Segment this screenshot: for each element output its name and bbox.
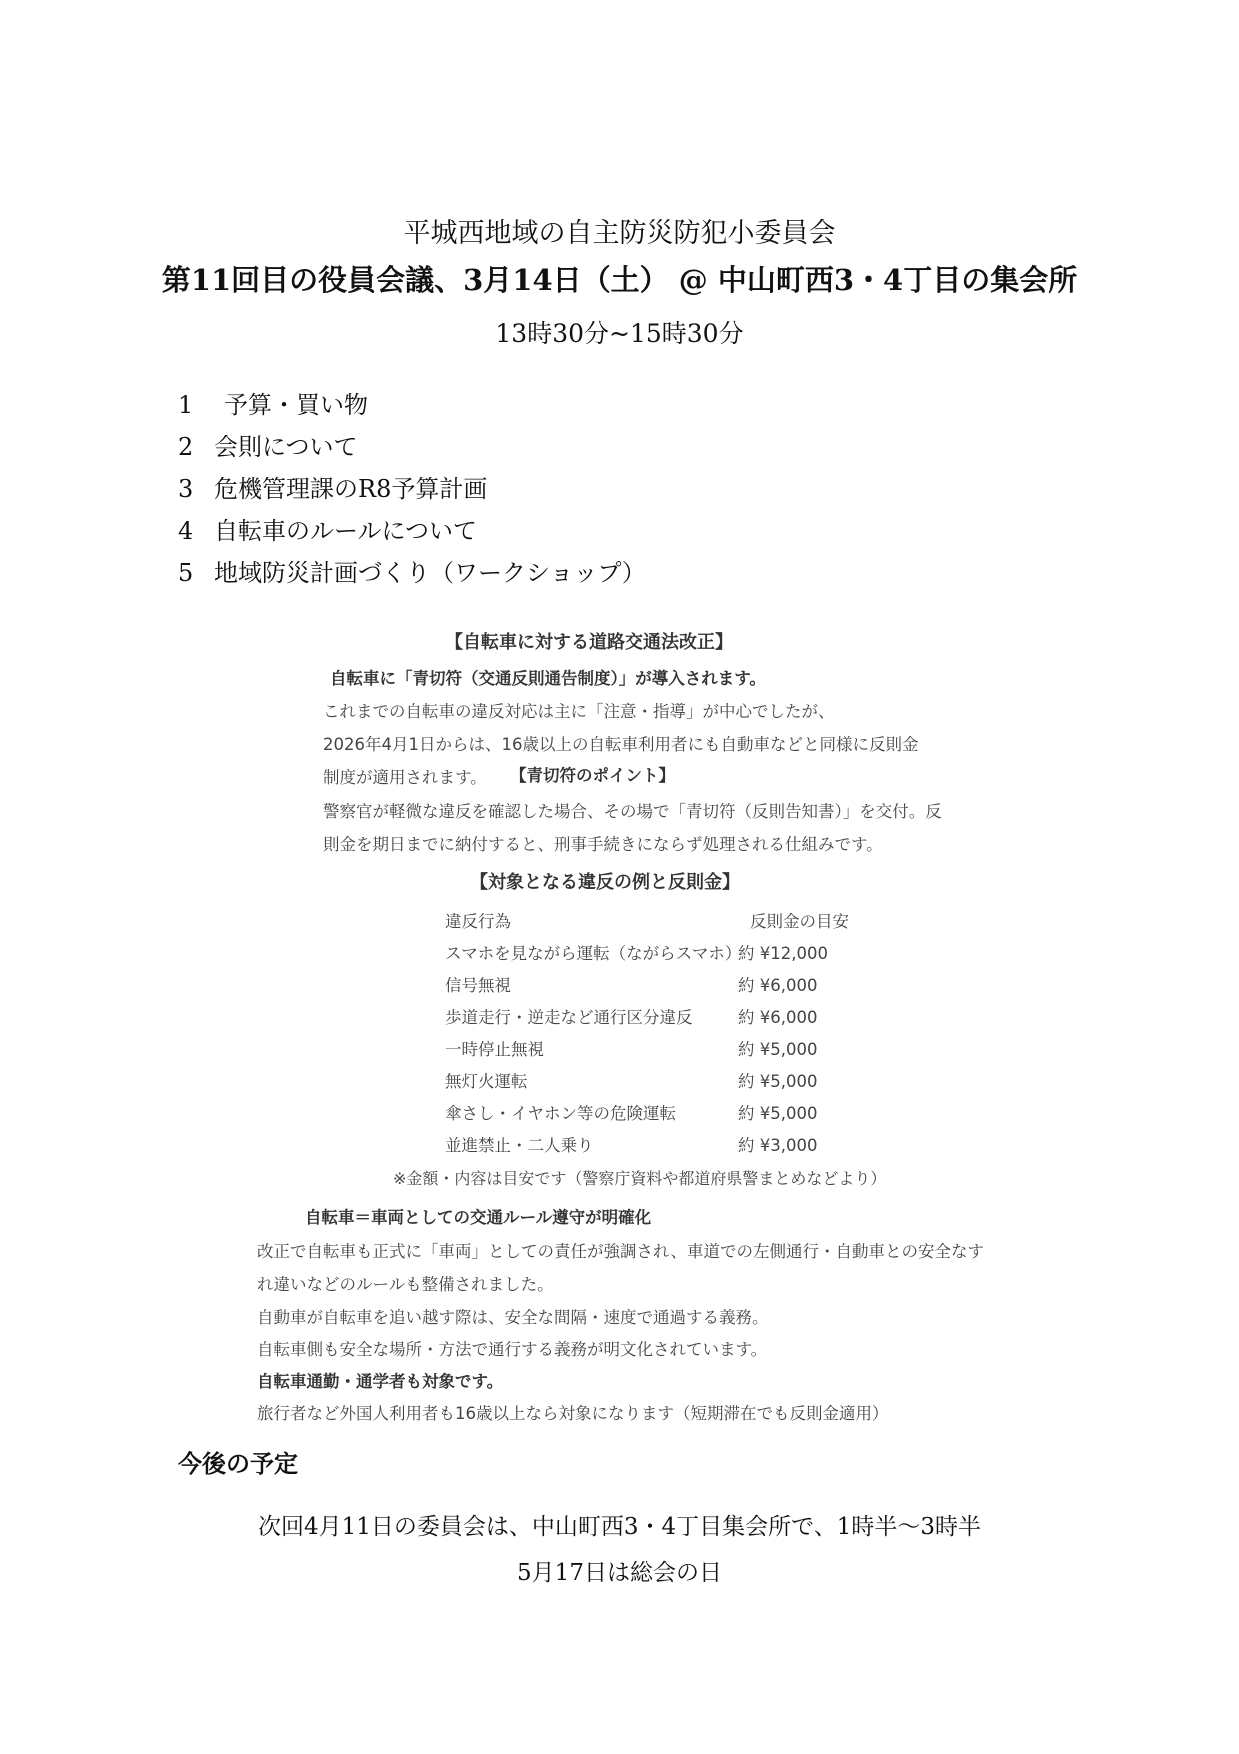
agenda-item-text: 予算・買い物 — [224, 391, 368, 419]
vehicle-line: れ違いなどのルールも整備されました。 — [257, 1275, 554, 1294]
fines-row — [445, 1100, 865, 1132]
fine-act: 一時停止無視 — [445, 1040, 544, 1059]
vehicle-heading: 自転車＝車両としての交通ルール遵守が明確化 — [305, 1208, 652, 1227]
agenda-item-number: 4 — [178, 517, 194, 545]
fines-row — [445, 1004, 865, 1036]
point-line: 警察官が軽微な違反を確認した場合、その場で「青切符（反則告知書）」を交付。反 — [323, 802, 942, 821]
clipping-intro-line: これまでの自転車の違反対応は主に「注意・指導」が中心でしたが、 — [323, 702, 835, 721]
fine-amount: 約 ¥12,000 — [738, 944, 828, 963]
agenda-item-text: 自転車のルールについて — [214, 517, 478, 545]
fine-amount: 約 ¥5,000 — [738, 1040, 818, 1059]
organization-title: 平城西地域の自主防災防犯小委員会 — [403, 218, 836, 249]
fines-header-amount: 反則金の目安 — [750, 912, 849, 931]
fines-row — [445, 1068, 865, 1100]
clipping-intro-line: 制度が適用されます。 — [323, 768, 487, 787]
agenda-item — [178, 384, 646, 426]
fine-amount: 約 ¥3,000 — [738, 1136, 818, 1155]
agenda-item-text: 危機管理課のR8予算計画 — [214, 475, 488, 503]
general-meeting-text: 5月17日は総会の日 — [517, 1560, 722, 1586]
fine-amount: 約 ¥5,000 — [738, 1072, 818, 1091]
agenda-item-text: 地域防災計画づくり（ワークショップ） — [214, 559, 646, 587]
agenda-item — [178, 552, 646, 594]
fines-heading: 【対象となる違反の例と反則金】 — [470, 872, 740, 893]
scanned-bicycle-law-clipping — [255, 620, 1015, 1423]
agenda-item — [178, 426, 646, 468]
fine-amount: 約 ¥5,000 — [738, 1104, 818, 1123]
fines-note: ※金額・内容は目安です（警察庁資料や都道府県警まとめなどより） — [393, 1169, 887, 1188]
meeting-title: 第11回目の役員会議、3月14日（土） @ 中山町西3・4丁目の集会所 — [161, 263, 1078, 297]
vehicle-line: 自転車側も安全な場所・方法で通行する義務が明文化されています。 — [257, 1340, 768, 1359]
agenda-item — [178, 510, 646, 552]
fine-act: スマホを見ながら運転（ながらスマホ） — [445, 944, 742, 963]
vehicle-line: 改正で自転車も正式に「車両」としての責任が強調され、車道での左側通行・自動車との安全なす — [257, 1242, 984, 1261]
fine-act: 並進禁止・二人乗り — [445, 1136, 594, 1155]
meeting-time: 13時30分~15時30分 — [495, 319, 744, 348]
agenda-item — [178, 468, 646, 510]
fines-row — [445, 940, 865, 972]
agenda-item-number: 1 — [178, 391, 194, 419]
clipping-title: 【自転車に対する道路交通法改正】 — [445, 632, 733, 653]
fines-table-header — [445, 908, 865, 940]
vehicle-line: 旅行者など外国人利用者も16歳以上なら対象になります（短期滞在でも反則金適用） — [257, 1404, 889, 1423]
fine-act: 無灯火運転 — [445, 1072, 528, 1091]
fine-amount: 約 ¥6,000 — [738, 976, 818, 995]
point-heading: 【青切符のポイント】 — [510, 766, 675, 785]
fine-act: 信号無視 — [445, 976, 511, 995]
fines-row — [445, 1132, 865, 1164]
clipping-intro-line: 自転車に「青切符（交通反則通告制度）」が導入されます。 — [330, 669, 766, 688]
fines-row — [445, 1036, 865, 1068]
fine-act: 歩道走行・逆走など通行区分違反 — [445, 1008, 693, 1027]
fines-row — [445, 972, 865, 1004]
agenda-list — [178, 384, 646, 594]
agenda-item-number: 3 — [178, 475, 194, 503]
agenda-item-number: 2 — [178, 433, 194, 461]
fine-act: 傘さし・イヤホン等の危険運転 — [445, 1104, 676, 1123]
agenda-item-number: 5 — [178, 559, 194, 587]
fine-amount: 約 ¥6,000 — [738, 1008, 818, 1027]
vehicle-line: 自動車が自転車を追い越す際は、安全な間隔・速度で通過する義務。 — [257, 1308, 769, 1327]
vehicle-line: 自転車通勤・通学者も対象です。 — [257, 1372, 504, 1391]
clipping-intro-line: 2026年4月1日からは、16歳以上の自転車利用者にも自動車などと同様に反則金 — [323, 735, 919, 754]
point-line: 則金を期日までに納付すると、刑事手続きにならず処理される仕組みです。 — [323, 835, 883, 854]
next-meeting-text: 次回4月11日の委員会は、中山町西3・4丁目集会所で、1時半〜3時半 — [258, 1514, 981, 1540]
future-schedule-heading: 今後の予定 — [178, 1449, 298, 1478]
agenda-item-text: 会則について — [214, 433, 358, 461]
fines-header-act: 違反行為 — [445, 912, 511, 931]
